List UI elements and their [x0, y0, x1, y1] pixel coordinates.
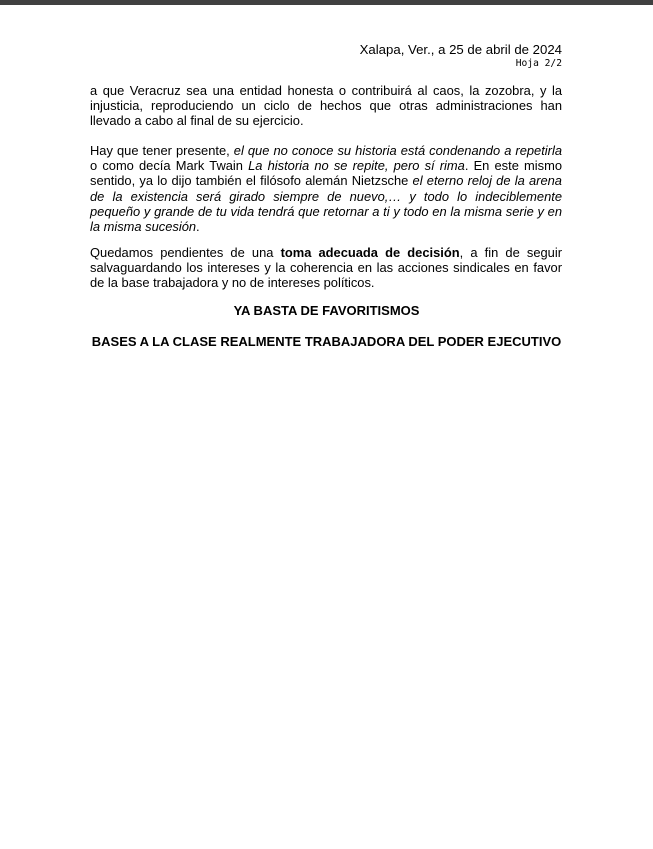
- quote-nietzsche: el eterno reloj de la arena de la existencia será girado siempre de nuevo,… y todo lo indeciblemente pequeño y grande de tu vida tendrá que retornar a ti y todo en la misma serie y en la misma sucesión: [90, 173, 562, 235]
- paragraph-2-text-2: o como decía Mark Twain: [90, 158, 249, 174]
- paragraph-history-quotes: [90, 143, 562, 234]
- paragraph-closing: [90, 245, 562, 291]
- paragraph-2-text-1: Hay que tener presente,: [90, 143, 234, 158]
- date-line: Xalapa, Ver., a 25 de abril de 2024: [359, 42, 562, 57]
- paragraph-1-text: a que Veracruz sea una entidad honesta o contribuirá al caos, la zozobra, y la injusticia, reproduciendo un ciclo de hechos que otras administraciones han llevado a cabo al final de su ejercicio.: [90, 83, 562, 129]
- sheet-number: Hoja 2/2: [515, 58, 562, 69]
- emphasis-decision: toma adecuada de decisión: [280, 245, 460, 260]
- slogan-heading-2: BASES A LA CLASE REALMENTE TRABAJADORA DEL PODER EJECUTIVO: [91, 334, 562, 349]
- paragraph-3-text-2: , a fin de seguir salvaguardando los intereses y la coherencia en las acciones sindicales en favor de la base trabajadora y no de intereses políticos.: [90, 245, 562, 291]
- quote-mark-twain: La historia no se repite, pero sí rima: [248, 158, 465, 174]
- paragraph-3-text-1: Quedamos pendientes de una: [90, 245, 281, 260]
- paragraph-2-text-4: .: [196, 219, 200, 235]
- quote-history-repeat: el que no conoce su historia está condenando a repetirla: [233, 143, 563, 158]
- paragraph-continuation: [90, 83, 562, 129]
- slogan-heading-1: YA BASTA DE FAVORITISMOS: [233, 303, 420, 318]
- document-page: [0, 5, 653, 849]
- paragraph-2-text-3: . En este mismo sentido, ya lo dijo también el filósofo alemán Nietzsche: [90, 158, 562, 189]
